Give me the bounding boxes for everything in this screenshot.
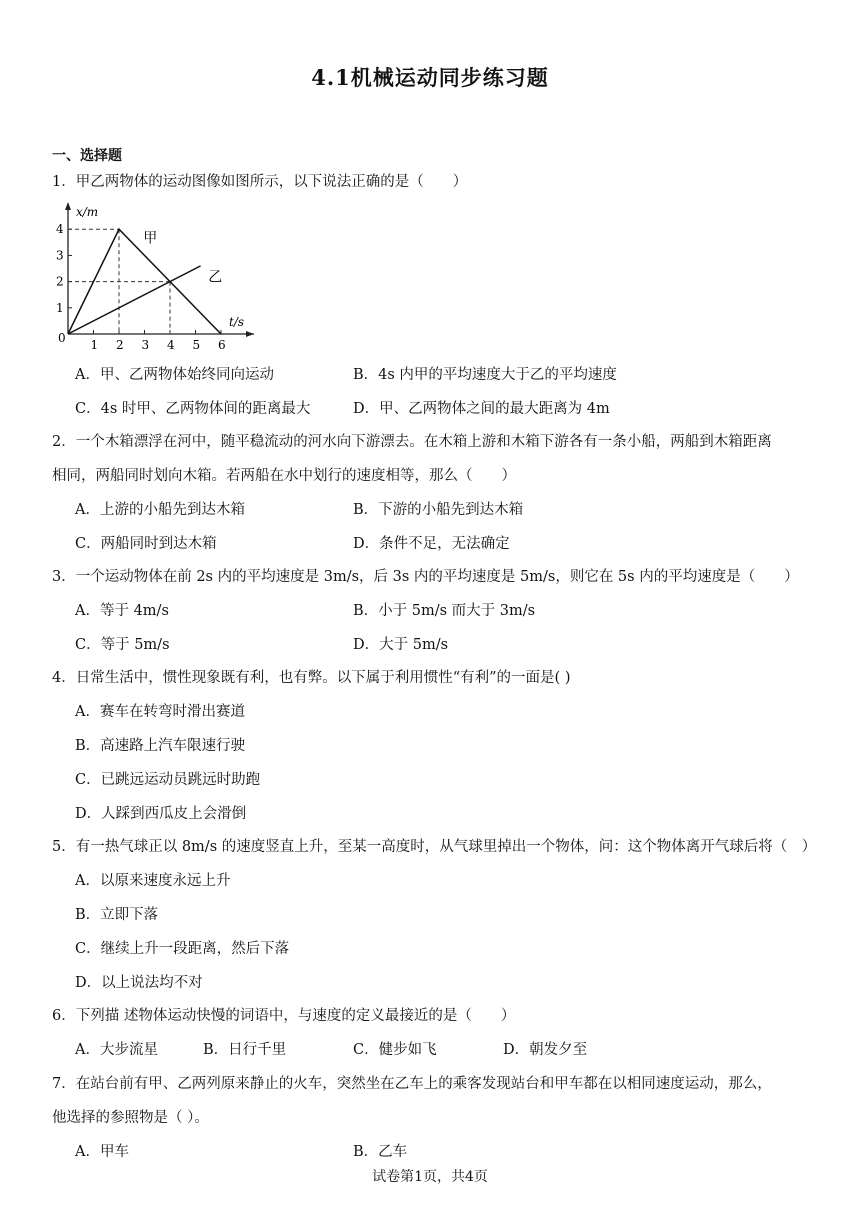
q1-option-b: B．4s 内甲的平均速度大于乙的平均速度 (353, 367, 617, 383)
question-7-stem-line-2: 他选择的参照物是（ ）。 (52, 1110, 209, 1126)
y-tick-label: 3 (56, 248, 64, 263)
q2-option-a: A．上游的小船先到达木箱 (75, 502, 245, 518)
x-tick-label: 1 (90, 338, 99, 350)
x-tick-label: 4 (167, 338, 175, 350)
q4-option-b: B．高速路上汽车限速行驶 (75, 738, 246, 754)
page-footer: 试卷第1页，共4页 (372, 1169, 488, 1185)
x-tick-label: 5 (192, 338, 201, 350)
origin-label: 0 (58, 331, 66, 345)
q5-option-b: B．立即下落 (75, 907, 159, 923)
y-tick-label: 4 (56, 222, 64, 237)
q1-option-c: C．4s 时甲、乙两物体间的距离最大 (75, 401, 311, 417)
q4-option-d: D．人踩到西瓜皮上会滑倒 (75, 806, 247, 822)
q3-option-d: D．大于 5m/s (353, 637, 449, 653)
question-4-stem: 4．日常生活中，惯性现象既有利，也有弊。以下属于利用惯性“有利”的一面是( ) (52, 670, 571, 686)
q3-option-b: B．小于 5m/s 而大于 3m/s (353, 603, 536, 619)
question-7-stem-line-1: 7．在站台前有甲、乙两列原来静止的火车，突然坐在乙车上的乘客发现站台和甲车都在以相同速度运动，那么， (52, 1076, 772, 1092)
q2-option-b: B．下游的小船先到达木箱 (353, 502, 524, 518)
q6-option-b: B．日行千里 (203, 1042, 287, 1058)
question-2-stem-line-1: 2．一个木箱漂浮在河中，随平稳流动的河水向下游漂去。在木箱上游和木箱下游各有一条小船，两船到木箱距离 (52, 434, 772, 450)
q6-option-c: C．健步如飞 (353, 1042, 437, 1058)
y-tick-label: 2 (56, 274, 64, 289)
series-jia-label: 甲 (143, 230, 158, 247)
y-axis-label: x/m (76, 205, 99, 219)
q1-option-a: A．甲、乙两物体始终同向运动 (75, 367, 274, 383)
question-5-stem: 5．有一热气球正以 8m/s 的速度竖直上升，至某一高度时，从气球里掉出一个物体，问：这个物体离开气球后将（ ） (52, 839, 817, 855)
q2-option-d: D．条件不足，无法确定 (353, 536, 510, 552)
q7-option-a: A．甲车 (75, 1144, 129, 1160)
q4-option-c: C．已跳远运动员跳远时助跑 (75, 772, 261, 788)
x-tick-label: 3 (141, 338, 150, 350)
question-1-stem: 1．甲乙两物体的运动图像如图所示，以下说法正确的是（ ） (52, 174, 468, 190)
y-tick-label: 1 (56, 300, 64, 315)
x-axis-arrow (246, 331, 254, 337)
q5-option-a: A．以原来速度永远上升 (75, 873, 231, 889)
y-axis-arrow (65, 202, 71, 210)
q6-option-d: D．朝发夕至 (503, 1042, 588, 1058)
q2-option-c: C．两船同时到达木箱 (75, 536, 217, 552)
page-title: 4.1机械运动同步练习题 (311, 65, 549, 90)
x-tick-label: 2 (116, 338, 124, 350)
q3-option-a: A．等于 4m/s (75, 603, 169, 619)
q6-option-a: A．大步流星 (75, 1042, 158, 1058)
q1-option-d: D．甲、乙两物体之间的最大距离为 4m (353, 401, 610, 417)
q7-option-b: B．乙车 (353, 1144, 408, 1160)
q4-option-a: A．赛车在转弯时滑出赛道 (75, 704, 245, 720)
series-yi-line (68, 266, 201, 334)
question-6-stem: 6．下列描 述物体运动快慢的词语中，与速度的定义最接近的是（ ） (52, 1008, 516, 1024)
series-yi-label: 乙 (208, 269, 223, 286)
question-2-stem-line-2: 相同，两船同时划向木箱。若两船在水中划行的速度相等，那么（ ） (52, 468, 516, 484)
x-axis-label: t/s (229, 315, 245, 329)
q5-option-d: D．以上说法均不对 (75, 975, 203, 991)
question-3-stem: 3．一个运动物体在前 2s 内的平均速度是 3m/s，后 3s 内的平均速度是 5m/s，则它在 5s 内的平均速度是（ ） (52, 569, 799, 585)
q3-option-c: C．等于 5m/s (75, 637, 170, 653)
x-tick-label: 6 (218, 338, 226, 350)
q5-option-c: C．继续上升一段距离，然后下落 (75, 941, 290, 957)
motion-graph (54, 200, 254, 350)
section-heading: 一、选择题 (52, 148, 122, 164)
